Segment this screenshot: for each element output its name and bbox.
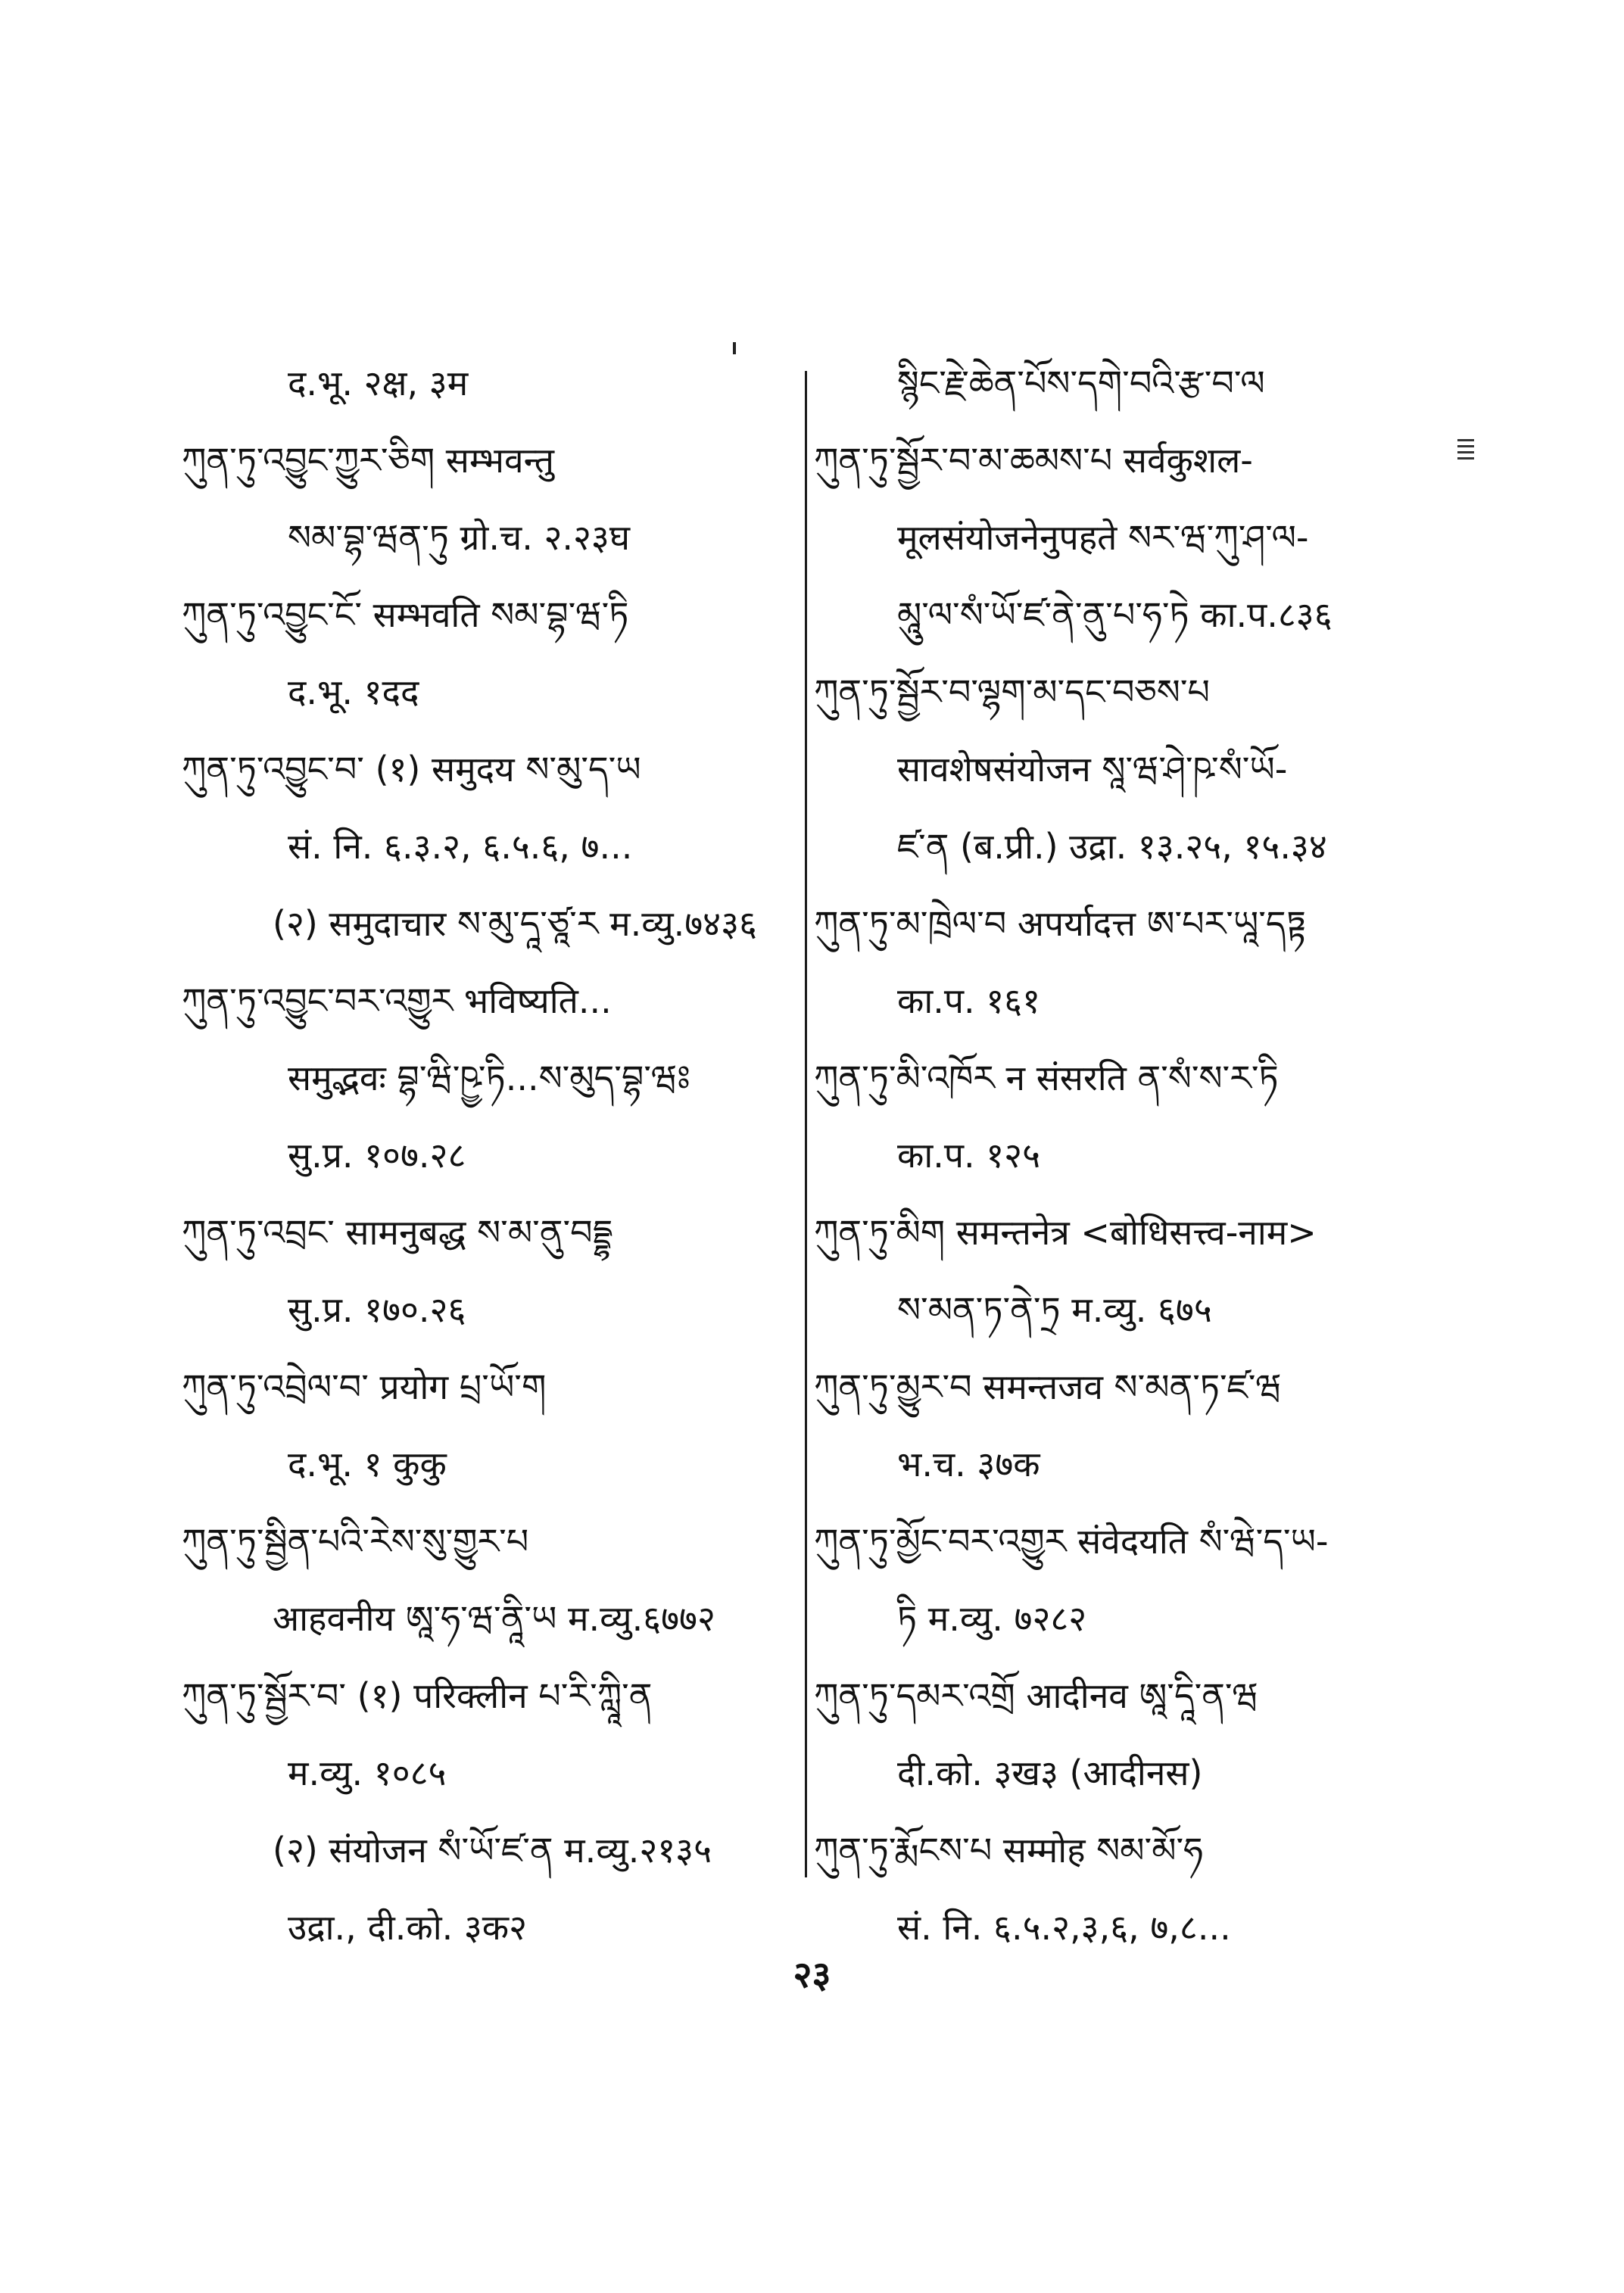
- entry-detail: (२) समुदाचार ས་མུ་དཱ་ཙཱ་ར म.व्यु.७४३६: [273, 903, 757, 944]
- entry-detail: सु.प्र. १०७.२८: [288, 1135, 466, 1176]
- column-divider: [805, 371, 807, 1877]
- entry-headword: ཀུན་ཏུ་དམར་འགྲོ आदीनव ཨཱ་དཱི་ན་ཝ: [814, 1675, 1258, 1716]
- page-number: २३: [793, 1954, 831, 1996]
- entry-detail: म.व्यु. १०८५: [288, 1752, 447, 1793]
- entry-detail: (२) संयोजन སཾ་ཡོ་ཛ་ན म.व्यु.२१३५: [273, 1830, 712, 1871]
- entry-detail: भ.च. ३७क: [897, 1444, 1040, 1485]
- entry-detail: ཛ་ན (ब.प्री.) उद्रा. १३.२५, १५.३४: [897, 826, 1327, 867]
- entry-detail: སྙིང་རྗེ་ཆེན་པོས་དགེ་བའི་རྩ་བ་ལ: [897, 363, 1265, 403]
- entry-headword: ཀུན་ཏུ་འབྱུང་བ་ (१) समुदय ས་མུ་ད་ཡ: [182, 749, 641, 790]
- entry-detail: सं. नि. ६.३.२, ६.५.६, ७...: [288, 826, 633, 867]
- entry-detail: आहवनीय ཨཱ་ཧ་ཝ་ནཱི་ཡ म.व्यु.६७७२: [273, 1598, 715, 1639]
- entry-detail: सावशेषसंयोजन སཱ་ཝ་ཤེ་ཥ་སཾ་ཡོ-: [897, 749, 1288, 790]
- entry-headword: ཀུན་ཏུ་སྦྱོར་བ་ལྷག་མ་དང་བཅས་པ: [814, 671, 1210, 712]
- entry-headword: ཀུན་ཏུ་མིག समन्तनेत्र <बोधिसत्त्व-नाम>: [814, 1212, 1317, 1253]
- entry-headword: ཀུན་ཏུ་རྨོངས་པ सम्मोह སམ་མོ་ཧ: [814, 1830, 1203, 1871]
- entry-detail: द.भू. १ कुकु: [288, 1444, 447, 1485]
- right-column: [814, 344, 1420, 1966]
- entry-detail: ཏི म.व्यु. ७२८२: [897, 1598, 1087, 1639]
- left-column: [182, 344, 803, 1966]
- margin-mark: [1457, 435, 1474, 472]
- entry-headword: ཀུན་ཏུ་འབྱུང་ཀྱུར་ཅིག सम्भवन्तु: [182, 440, 554, 481]
- entry-headword: ཀུན་ཏུ་མི་འཁོར न संसरति ན་སཾ་ས་ར་ཏི: [814, 1058, 1279, 1098]
- entry-headword: ཀུན་ཏུ་འབྲང་ सामनुबद्ध ས་མ་ནུ་བདྡྷ: [182, 1212, 613, 1253]
- entry-detail: उद्रा., दी.को. ३क२: [288, 1907, 528, 1948]
- entry-detail: समुद्भवः བྷ་ཝི་ཥྱ་ཏི...ས་མུད་བྷ་ཝཿ: [288, 1058, 690, 1098]
- entry-detail: द.भू. २क्ष, ३म: [288, 363, 469, 403]
- entry-detail: मूलसंयोजनेनुपहते སར་ཝ་ཀུ་ཤ་ལ-: [897, 517, 1309, 558]
- entry-detail: སམ་བྷ་ཝན་ཏུ ग्रो.च. २.२३घ: [288, 517, 631, 558]
- entry-headword: ཀུན་ཏུ་མྱུར་བ समन्तजव ས་མན་ཏ་ཛ་ཝ: [814, 1366, 1282, 1407]
- entry-detail: सं. नि. ६.५.२,३,६, ७,८...: [897, 1907, 1231, 1948]
- entry-detail: का.प. १२५: [897, 1135, 1040, 1176]
- entry-detail: सु.प्र. १७०.२६: [288, 1289, 466, 1330]
- entry-detail: का.प. १६१: [897, 980, 1040, 1021]
- entry-headword: ཀུན་ཏུ་སྦྱོར་བ་ (१) परिक्लीन པ་རི་ཀླཱི་ན: [182, 1675, 653, 1716]
- entry-detail: दी.को. ३ख३ (आदीनस): [897, 1752, 1203, 1793]
- entry-headword: ཀུན་ཏུ་འབྲེལ་བ་ प्रयोग པྲ་ཡོ་ག: [182, 1366, 547, 1407]
- entry-headword: ཀུན་ཏུ་འབྱུང་བར་འགྱུར भविष्यति...: [182, 980, 612, 1021]
- entry-detail: མཱུ་ལ་སཾ་ཡོ་ཛ་ནེ་ནུ་པ་ཧ་ཏེ का.प.८३६: [897, 594, 1333, 635]
- entry-headword: ཀུན་ཏུ་སྦྱོར་བ་མ་ཆམས་པ सर्वकुशल-: [814, 440, 1253, 481]
- entry-detail: द.भू. १दद: [288, 671, 419, 712]
- entry-headword: ཀུན་ཏུ་སྦྱིན་པའི་རེས་སུ་གྱུར་པ: [182, 1521, 529, 1562]
- entry-headword: ཀུན་ཏུ་མྱོང་བར་འགྱུར संवेदयति སཾ་ཝེ་ད་ཡ-: [814, 1521, 1329, 1562]
- entry-headword: ཀུན་ཏུ་མ་ཁྲེལ་བ अपर्यादत्त ཨ་པར་ཡཱ་དཏྟ: [814, 903, 1306, 944]
- entry-detail: ས་མན་ཏ་ནེ་ཏྲ म.व्यु. ६७५: [897, 1289, 1212, 1330]
- entry-headword: ཀུན་ཏུ་འབྱུང་ངོ་ सम्भवति སམ་བྷ་ཝ་ཏི: [182, 594, 629, 635]
